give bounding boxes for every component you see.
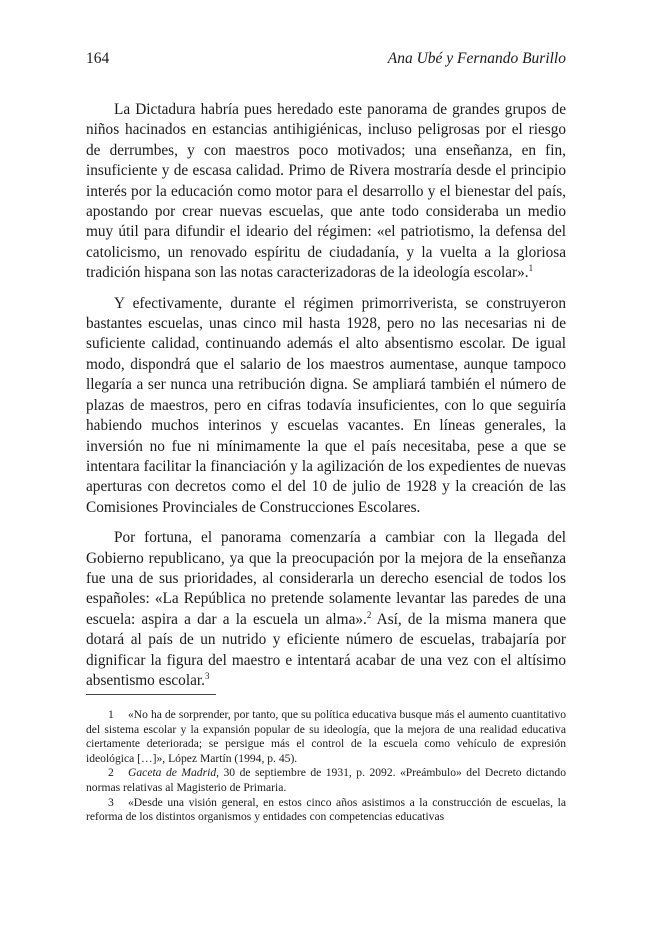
footnote-number: 3 bbox=[108, 795, 114, 809]
running-title: Ana Ubé y Fernando Burillo bbox=[387, 50, 566, 67]
paragraph-1 bbox=[86, 100, 566, 284]
paragraph-text: Así, de la misma manera que dotará al país de un nutrido y eficiente número de escuelas, trabajaría por dignificar la figura del maestro e intentará acabar de una vez con el altísimo absentismo escolar. bbox=[86, 610, 566, 689]
footnotes bbox=[86, 708, 566, 825]
footnote-separator bbox=[86, 694, 216, 695]
footnote-source-title: Gaceta de Madrid, bbox=[128, 766, 220, 780]
main-text bbox=[86, 100, 566, 701]
footnote-number: 1 bbox=[108, 708, 114, 721]
footnote-text: «Desde una visión general, en estos cinco años asistimos a la construcción de escuelas, la reforma de los distintos organismos y entidades con competencias educativas bbox=[86, 795, 566, 824]
footnote-text: «No ha de sorprender, por tanto, que su política educativa busque más el aumento cuantitativo del sistema escolar y la expansión popular de su ideología, que la mejora de una realidad educativa ciertamente deteriorada; se persigue más el control de la escuela como vehículo de expresión ideológica […]», López Martín (1994, p. 45). bbox=[86, 708, 566, 765]
footnote-3 bbox=[86, 796, 566, 825]
footnote-number: 2 bbox=[108, 766, 114, 780]
paragraph-text: Por fortuna, el panorama comenzaría a cambiar con la llegada del Gobierno republicano, ya que la preocupación por la mejora de la enseñanza fue una de sus prioridades, al considerarla un derecho esencial de todos los españoles: «La República no pretende solamente levantar las paredes de una escuela: aspira a dar a la escuela un alma». bbox=[86, 529, 566, 628]
footnote-2 bbox=[86, 766, 566, 795]
running-header bbox=[86, 50, 566, 68]
paragraph-text: Y efectivamente, durante el régimen primorriverista, se construyeron bastantes escuelas, unas cinco mil hasta 1928, pero no las necesarias ni de suficiente calidad, continuando además el alto absentismo escolar. De igual modo, dispondrá que el salario de los maestros aumentase, aunque tampoco llegaría a ser nunca una retribución digna. Se ampliará también el número de plazas de maestros, pero en cifras todavía insuficientes, con lo que seguiría habiendo muchos interinos y escuelas vacantes. En líneas generales, la inversión no fue ni mínimamente la que el país necesitaba, pese a que se intentara facilitar la financiación y la agilización de los expedientes de nuevas aperturas con decretos como el del 10 de julio de 1928 y la creación de las Comisiones Provinciales de Construcciones Escolares. bbox=[86, 294, 566, 516]
footnote-1 bbox=[86, 708, 566, 766]
page-number: 164 bbox=[86, 50, 110, 67]
footnote-ref-2[interactable]: 2 bbox=[366, 609, 372, 620]
paragraph-2 bbox=[86, 294, 566, 518]
footnote-ref-3[interactable]: 3 bbox=[204, 670, 210, 681]
paragraph-3 bbox=[86, 528, 566, 691]
footnote-ref-1[interactable]: 1 bbox=[528, 263, 534, 274]
paragraph-text: La Dictadura habría pues heredado este panorama de grandes grupos de niños hacinados en estancias antihigiénicas, incluso peligrosas por el riesgo de derrumbes, y con maestros poco motivados; una enseñanza, en fin, insuficiente y de escasa calidad. Primo de Rivera mostraría desde el principio interés por la educación como motor para el desarrollo y el bienestar del país, apostando por crear nuevas escuelas, que ante todo consideraba un medio muy útil para difundir el ideario del régimen: «el patriotismo, la defensa del catolicismo, un renovado espíritu de ciudadanía, y la vuelta a la gloriosa tradición hispana son las notas caracterizadoras de la ideología escolar». bbox=[86, 101, 566, 282]
footnote-text: 30 de septiembre de 1931, p. 2092. «Preámbulo» del Decreto dictando normas relativas al Magisterio de Primaria. bbox=[86, 766, 566, 794]
